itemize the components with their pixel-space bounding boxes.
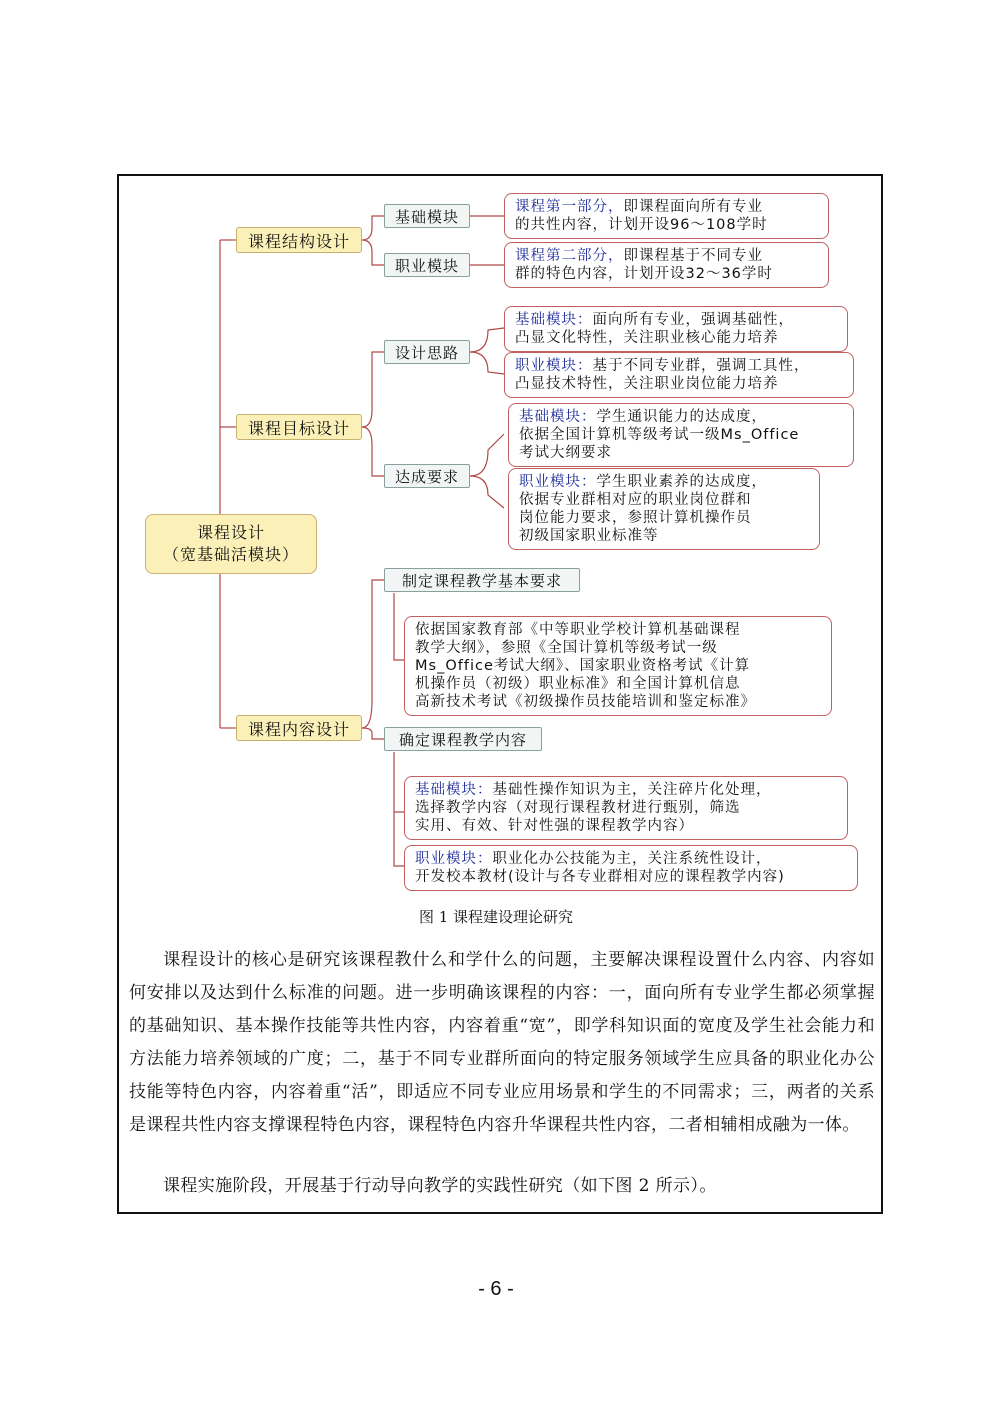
leaf-highlight: 基础模块： [519,409,597,425]
leaf-line [515,198,818,216]
leaf-text: 依据全国计算机等级考试一级Ms_Office [519,427,800,443]
leaf-achieve-basic [508,403,854,467]
leaf-text: 初级国家职业标准等 [519,528,659,544]
leaf-highlight: 课程第二部分， [515,248,624,264]
leaf-text: 基础性操作知识为主，关注碎片化处理， [492,782,772,798]
leaf-text: 岗位能力要求，参照计算机操作员 [519,510,752,526]
sub-teaching-content: 确定课程教学内容 [384,727,542,751]
figure-caption: 图 1 课程建设理论研究 [418,908,574,926]
leaf-structure-basic [504,193,829,239]
sub-basic-module: 基础模块 [384,204,470,228]
leaf-highlight: 职业模块： [415,851,493,867]
leaf-highlight: 课程第一部分， [515,199,624,215]
leaf-structure-vocational [504,242,829,288]
leaf-text: 依据国家教育部《中等职业学校计算机基础课程 [415,622,741,638]
leaf-text: 面向所有专业，强调基础性， [592,312,794,328]
leaf-text: 凸显文化特性，关注职业核心能力培养 [515,330,779,346]
leaf-text: 机操作员（初级）职业标准》和全国计算机信息 [415,676,741,692]
leaf-teaching-requirements [404,616,832,716]
leaf-highlight: 职业模块： [515,358,593,374]
root-line1: 课程设计 [196,523,265,542]
leaf-text: 学生通识能力的达成度， [596,409,767,425]
leaf-approach-vocational [504,352,854,398]
branch-objective-design: 课程目标设计 [236,414,362,440]
root-line2: （宽基础活模块） [162,545,299,564]
leaf-text: 依据专业群相对应的职业岗位群和 [519,492,752,508]
leaf-line [415,850,847,868]
leaf-achieve-vocational [508,468,820,550]
leaf-text: 凸显技术特性，关注职业岗位能力培养 [515,376,779,392]
leaf-text: 群的特色内容，计划开设32～36学时 [515,266,773,282]
leaf-text: 即课程面向所有专业 [623,199,763,215]
leaf-text: 选择教学内容（对现行课程教材进行甄别，筛选 [415,800,741,816]
leaf-text: 基于不同专业群，强调工具性， [592,358,810,374]
leaf-highlight: 基础模块： [515,312,593,328]
body-paragraph-2: 课程实施阶段，开展基于行动导向教学的实践性研究（如下图 2 所示）。 [163,1176,717,1196]
leaf-approach-basic [504,306,848,352]
leaf-text: 教学大纲》，参照《全国计算机等级考试一级 [415,640,718,656]
leaf-line [515,357,843,375]
leaf-text: 的共性内容，计划开设96～108学时 [515,217,768,233]
sub-achievement-requirement: 达成要求 [384,464,470,488]
leaf-content-vocational [404,845,858,891]
leaf-content-basic [404,776,848,840]
mindmap-root [145,514,317,574]
leaf-text: 即课程基于不同专业 [623,248,763,264]
leaf-text: 开发校本教材(设计与各专业群相对应的课程教学内容) [415,869,785,885]
leaf-line [515,247,818,265]
leaf-line [519,473,809,491]
branch-structure-design: 课程结构设计 [236,227,362,253]
leaf-text: 实用、有效、针对性强的课程教学内容） [415,818,694,834]
sub-vocational-module: 职业模块 [384,253,470,277]
leaf-text: 学生职业素养的达成度， [596,474,767,490]
leaf-text: Ms_Office考试大纲》、国家职业资格考试《计算 [415,658,751,674]
page-number: - 6 - [478,1278,514,1300]
leaf-line [519,408,843,426]
leaf-highlight: 基础模块： [415,782,493,798]
sub-teaching-requirements: 制定课程教学基本要求 [384,568,580,592]
leaf-line [515,311,837,329]
branch-content-design: 课程内容设计 [236,715,362,741]
leaf-text: 考试大纲要求 [519,445,612,461]
body-paragraph-1: 课程设计的核心是研究该课程教什么和学什么的问题，主要解决课程设置什么内容、内容如何安排以及达到什么标准的问题。进一步明确该课程的内容：一，面向所有专业学生都必须掌握的基础知识、基本操作技能等共性内容，内容着重“宽”，即学科知识面的宽度及学生社会能力和方法能力培养领域的广度；二，基于不同专业群所面向的特定服务领域学生应具备的职业化办公技能等特色内容，内容着重“活”，即适应不同专业应用场景和学生的不同需求；三，两者的关系是课程共性内容支撑课程特色内容，课程特色内容升华课程共性内容，二者相辅相成融为一体。 [129,950,875,1135]
leaf-text: 职业化办公技能为主，关注系统性设计， [492,851,772,867]
leaf-text: 高新技术考试《初级操作员技能培训和鉴定标准》 [415,694,756,710]
sub-design-approach: 设计思路 [384,340,470,364]
leaf-highlight: 职业模块： [519,474,597,490]
leaf-line [415,781,837,799]
